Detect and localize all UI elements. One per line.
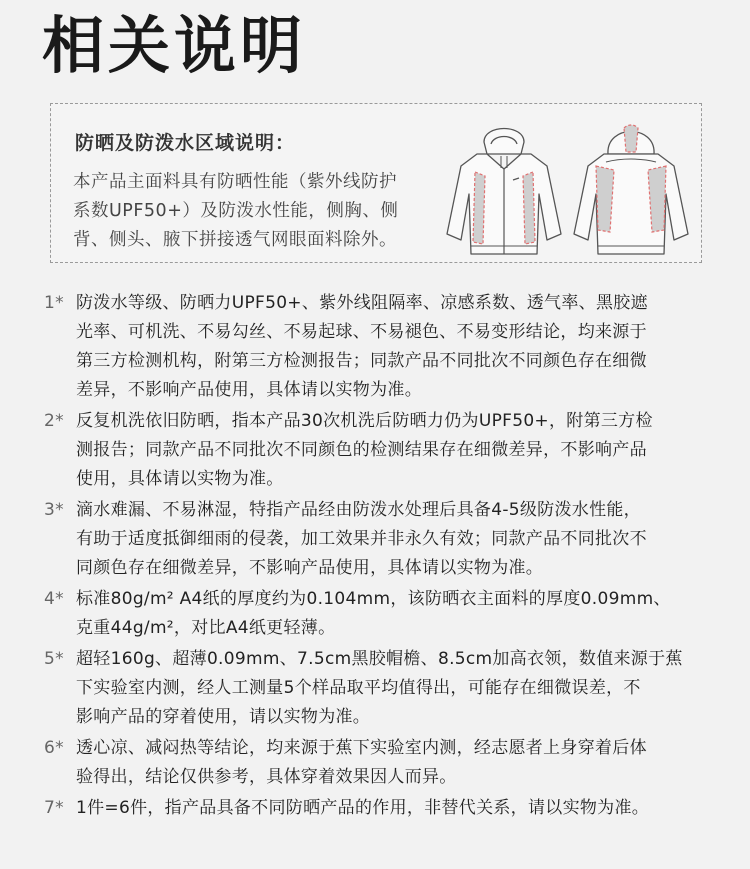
- note-item: [40, 407, 710, 494]
- note-line: 1件=6件，指产品具备不同防晒产品的作用，非替代关系，请以实物为准。: [76, 798, 650, 818]
- jacket-front-illustration: [439, 114, 569, 259]
- note-line: 第三方检测机构，附第三方检测报告；同款产品不同批次不同颜色存在细微: [76, 351, 647, 371]
- note-marker: 2*: [44, 411, 64, 431]
- note-marker: 6*: [44, 738, 64, 758]
- note-item: [40, 734, 710, 792]
- note-marker: 5*: [44, 649, 64, 669]
- info-box: [50, 103, 702, 263]
- info-box-line: 背、侧头、腋下拼接透气网眼面料除外。: [73, 230, 397, 250]
- note-line: 防泼水等级、防晒力UPF50+、紫外线阻隔率、凉感系数、透气率、黑胶遮: [76, 293, 648, 313]
- note-line: 超轻160g、超薄0.09mm、7.5cm黑胶帽檐、8.5cm加高衣领，数值来源于蕉: [76, 649, 683, 669]
- note-line: 影响产品的穿着使用，请以实物为准。: [76, 707, 371, 727]
- note-body: [76, 496, 710, 583]
- info-box-line: 本产品主面料具有防晒性能（紫外线防护: [73, 172, 397, 192]
- note-line: 透心凉、减闷热等结论，均来源于蕉下实验室内测，经志愿者上身穿着后体: [76, 738, 647, 758]
- jacket-back-illustration: [566, 114, 696, 259]
- note-body: [76, 794, 710, 823]
- note-item: [40, 496, 710, 583]
- note-line: 克重44g/m²，对比A4纸更轻薄。: [76, 618, 336, 638]
- note-line: 滴水难漏、不易淋湿，特指产品经由防泼水处理后具备4-5级防泼水性能，: [76, 500, 641, 520]
- note-item: [40, 645, 710, 732]
- note-marker: 4*: [44, 589, 64, 609]
- note-item: [40, 794, 710, 823]
- note-line: 有助于适度抵御细雨的侵袭，加工效果并非永久有效；同款产品不同批次不: [76, 529, 647, 549]
- notes-list: [40, 289, 710, 825]
- note-line: 使用，具体请以实物为准。: [76, 469, 284, 489]
- note-line: 光率、可机洗、不易勾丝、不易起球、不易褪色、不易变形结论，均来源于: [76, 322, 647, 342]
- note-line: 测报告；同款产品不同批次不同颜色的检测结果存在细微差异，不影响产品: [76, 440, 647, 460]
- note-line: 下实验室内测，经人工测量5个样品取平均值得出，可能存在细微误差，不: [76, 678, 641, 698]
- note-marker: 3*: [44, 500, 64, 520]
- info-box-heading: 防晒及防泼水区域说明：: [75, 132, 296, 154]
- page-title: 相关说明: [42, 9, 307, 82]
- note-line: 验得出，结论仅供参考，具体穿着效果因人而异。: [76, 767, 457, 787]
- note-body: [76, 645, 710, 732]
- note-item: [40, 585, 710, 643]
- note-line: 反复机洗依旧防晒，指本产品30次机洗后防晒力仍为UPF50+，附第三方检: [76, 411, 653, 431]
- note-marker: 7*: [44, 798, 64, 818]
- note-marker: 1*: [44, 293, 64, 313]
- note-body: [76, 407, 710, 494]
- note-line: 差异，不影响产品使用，具体请以实物为准。: [76, 380, 422, 400]
- note-item: [40, 289, 710, 405]
- note-line: 标准80g/m² A4纸的厚度约为0.104mm，该防晒衣主面料的厚度0.09mm、: [76, 589, 671, 609]
- note-body: [76, 289, 710, 405]
- note-body: [76, 585, 710, 643]
- info-box-text: [73, 168, 443, 255]
- note-body: [76, 734, 710, 792]
- note-line: 同颜色存在细微差异，不影响产品使用，具体请以实物为准。: [76, 558, 544, 578]
- info-box-line: 系数UPF50+）及防泼水性能，侧胸、侧: [73, 201, 399, 221]
